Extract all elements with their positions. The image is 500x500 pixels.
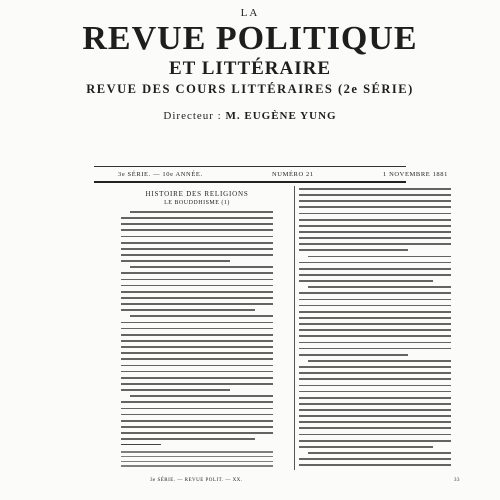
text-line — [299, 188, 451, 190]
text-line — [308, 286, 451, 288]
issue-date: 1 NOVEMBRE 1881 — [383, 171, 448, 178]
text-line — [121, 242, 273, 244]
text-line — [121, 408, 273, 410]
text-line — [121, 303, 273, 305]
text-line — [299, 354, 408, 356]
text-line — [299, 440, 451, 442]
masthead-rule-top — [94, 166, 406, 167]
issue-info-line — [118, 171, 448, 178]
masthead — [0, 6, 500, 124]
director-line — [0, 108, 500, 124]
right-column-text — [299, 188, 451, 468]
footnote-line — [121, 456, 273, 457]
text-line — [299, 403, 451, 405]
text-line — [121, 254, 273, 256]
text-line — [121, 309, 255, 311]
text-line — [299, 397, 451, 399]
text-line — [121, 426, 273, 428]
text-line — [121, 285, 273, 287]
text-line — [308, 452, 451, 454]
text-line — [299, 421, 451, 423]
footer-signature: 3e SÉRIE. — REVUE POLIT. — XX. — [150, 478, 243, 483]
text-line — [299, 249, 408, 251]
text-line — [299, 311, 451, 313]
text-line — [299, 200, 451, 202]
text-line — [299, 231, 451, 233]
text-line — [299, 225, 451, 227]
text-line — [299, 415, 451, 417]
director-name: M. EUGÈNE YUNG — [225, 110, 337, 122]
masthead-rule-bottom — [94, 181, 406, 183]
text-line — [299, 464, 451, 466]
text-line — [299, 446, 433, 448]
text-line — [299, 385, 451, 387]
text-line — [121, 358, 273, 360]
text-line — [121, 297, 273, 299]
page-number: 33 — [454, 478, 460, 483]
text-line — [121, 401, 273, 403]
text-line — [299, 348, 451, 350]
text-line — [121, 352, 273, 354]
article-title: HISTOIRE DES RELIGIONS — [145, 190, 249, 198]
text-line — [299, 378, 451, 380]
text-line — [121, 291, 273, 293]
text-line — [299, 299, 451, 301]
text-line — [121, 389, 230, 391]
column-divider — [294, 186, 295, 470]
text-line — [299, 391, 451, 393]
text-line — [130, 211, 273, 213]
text-line — [299, 342, 451, 344]
text-line — [121, 279, 273, 281]
left-column-text — [121, 211, 273, 468]
text-line — [121, 346, 273, 348]
text-line — [121, 217, 273, 219]
text-line — [121, 322, 273, 324]
text-line — [299, 305, 451, 307]
text-line — [299, 213, 451, 215]
text-line — [299, 458, 451, 460]
text-line — [121, 272, 273, 274]
text-line — [130, 315, 273, 317]
text-line — [299, 329, 451, 331]
text-line — [121, 383, 273, 385]
text-line — [299, 323, 451, 325]
text-line — [121, 236, 273, 238]
text-line — [299, 243, 451, 245]
text-line — [121, 223, 273, 225]
text-line — [121, 334, 273, 336]
text-line — [299, 274, 451, 276]
text-line — [121, 432, 273, 434]
text-line — [121, 229, 273, 231]
text-line — [299, 268, 451, 270]
text-line — [121, 365, 273, 367]
text-line — [121, 414, 273, 416]
director-label: Directeur : — [163, 110, 226, 122]
text-line — [299, 219, 451, 221]
issue-number: NUMÉRO 21 — [272, 171, 314, 178]
text-line — [299, 280, 433, 282]
masthead-series: REVUE DES COURS LITTÉRAIRES (2e SÉRIE) — [86, 82, 414, 96]
text-line — [308, 256, 451, 258]
text-line — [299, 366, 451, 368]
text-line — [299, 434, 451, 436]
text-line — [121, 248, 273, 250]
text-line — [121, 420, 273, 422]
text-line — [308, 360, 451, 362]
footnote-line — [121, 451, 273, 452]
text-line — [299, 194, 451, 196]
text-line — [121, 371, 273, 373]
text-line — [299, 206, 451, 208]
footnote-rule — [121, 444, 161, 445]
text-line — [299, 409, 451, 411]
right-column — [299, 188, 451, 468]
text-line — [121, 328, 273, 330]
text-line — [299, 292, 451, 294]
text-line — [121, 260, 230, 262]
text-line — [130, 395, 273, 397]
masthead-subtitle: ET LITTÉRAIRE — [168, 58, 332, 79]
text-line — [299, 372, 451, 374]
left-column — [121, 188, 273, 468]
issue-series-year: 3e SÉRIE. — 10e ANNÉE. — [118, 171, 203, 178]
masthead-title: REVUE POLITIQUE — [82, 20, 418, 57]
article-subtitle: LE BOUDDHISME (1) — [164, 200, 230, 206]
text-line — [299, 427, 451, 429]
text-line — [299, 335, 451, 337]
footnote-line — [121, 461, 273, 462]
text-line — [121, 377, 273, 379]
text-line — [121, 340, 273, 342]
text-line — [299, 317, 451, 319]
footnote-line — [121, 465, 273, 466]
text-line — [121, 438, 255, 440]
text-line — [299, 262, 451, 264]
text-line — [130, 266, 273, 268]
text-line — [299, 237, 451, 239]
masthead-kicker: LA — [240, 7, 260, 19]
